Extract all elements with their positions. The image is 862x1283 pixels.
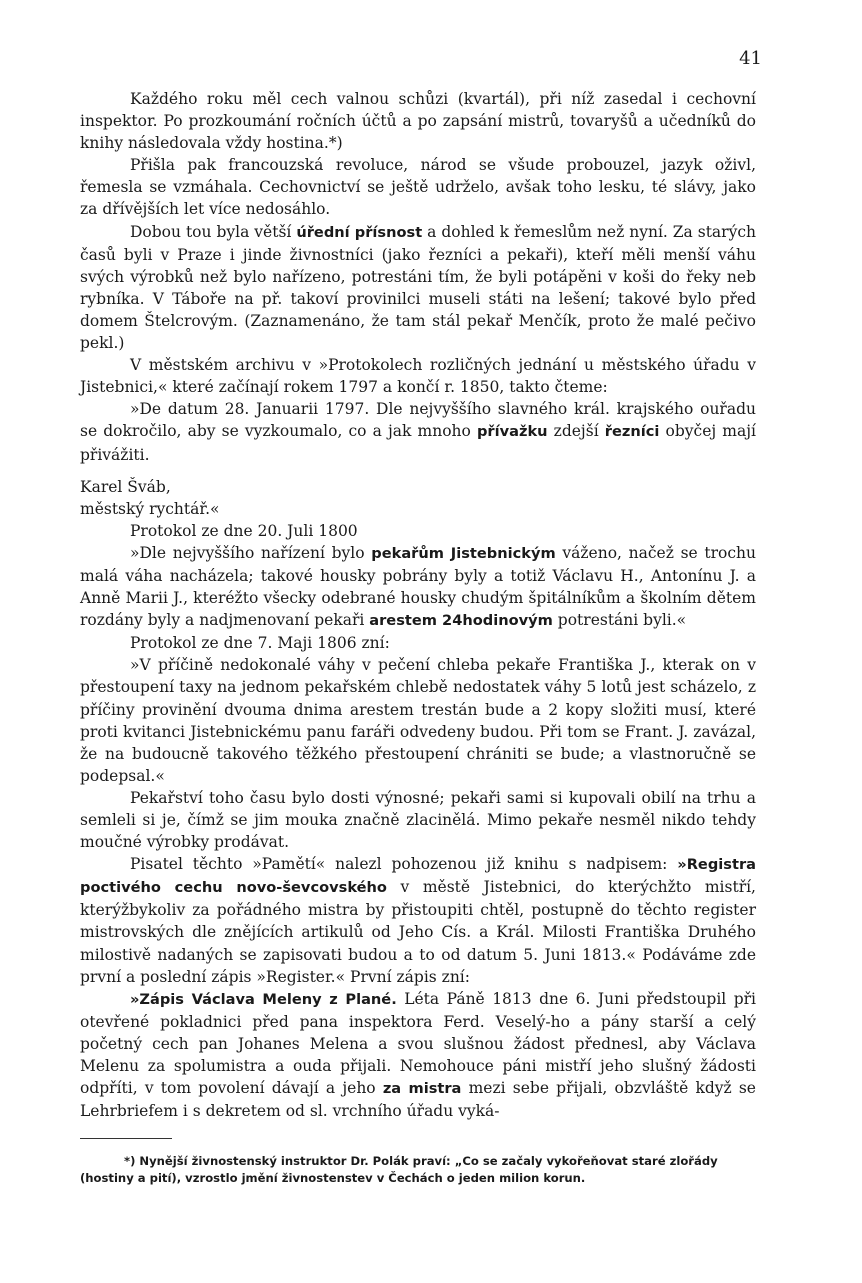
footnote-text: *) Nynější živnostenský instruktor Dr. Polák praví: „Co se začaly vykořeňovat staré zlořády (hostiny a pití), vzrostlo jmění živnostenstev v Čechách o jeden milion korun. xyxy=(80,1154,718,1185)
text-run: potrestáni byli.« xyxy=(552,611,687,630)
text-run: a dohled k řemeslům než nyní. Za starých časů byli v Praze i jinde živnostníci (jako řezníci a pekaři), kteří měli menší váhu svých výrobků než bylo nařízeno, potrestáni tím, že byli potápěni v koši do řeky neb rybníka. V Táboře na př. takoví provinilci museli státi na lešení; takové bylo před domem Štelcrovým. (Zaznamenáno, že tam stál pekař Menčík, proto že malé pečivo pekl.) xyxy=(80,222,757,353)
footnote xyxy=(80,1153,756,1187)
text-run: Pisatel těchto »Pamětí« nalezl pohozenou již knihu s nadpisem: xyxy=(130,855,678,874)
bold-phrase: »Zápis Václava Meleny z Plané. xyxy=(130,990,397,1008)
text-run: »Dle nejvyššího nařízení bylo xyxy=(130,543,372,562)
bold-phrase: přívažku xyxy=(476,423,548,441)
text-run: mezi sebe přijali, obzvláště když se Lehrbriefem i s dekretem od sl. vrchního úřadu vyká- xyxy=(80,1079,756,1121)
bold-phrase: »Registra poctivého cechu novo-ševcovského xyxy=(80,856,756,897)
paragraph-bakers: Pekařství toho času bylo dosti výnosné; pekaři sami si kupovali obilí na trhu a semleli si je, čímž se jim mouka značně zlacinělá. Mimo pekaře nesměl nikdo tehdy moučné výrobky prodávat. xyxy=(80,788,756,852)
text-run: obyčej mají přivážiti. xyxy=(80,422,756,464)
quote-1800 xyxy=(80,542,756,632)
protocol-1800-heading: Protokol ze dne 20. Juli 1800 xyxy=(130,521,358,540)
text-run: váženo, načež se trochu malá váha nacházela; takové housky pobrány byly a totiž Václavu H., Antonínu J. a Anně Marii J., kteréžto všecky odebrané housky chudým špitálníkům a školním dětem rozdány byly a nadjmenovaní pekaři xyxy=(80,543,756,630)
paragraph-registers xyxy=(80,853,756,988)
bold-phrase: řezníci xyxy=(604,423,660,441)
paragraph-cech-meetings: Každého roku měl cech valnou schůzi (kvartál), při níž zasedal i cechovní inspektor. Po prozkoumání ročních účtů a po zapsání mistrů, tovaryšů a učedníků do knihy následovala vždy hostina.*) xyxy=(80,90,756,153)
paragraph-archive: V městském archivu v »Protokolech rozličných jednání u městského úřadu v Jistebnici,« které začínají rokem 1797 a končí r. 1850, takto čteme: xyxy=(80,356,756,397)
paragraph-strictness xyxy=(80,221,756,355)
bold-phrase: pekařům Jistebnickým xyxy=(371,544,556,562)
protocol-1806-heading: Protokol ze dne 7. Maji 1806 zní: xyxy=(130,634,390,653)
bold-phrase: za mistra xyxy=(382,1080,462,1098)
entry-melena xyxy=(80,988,756,1123)
text-run: v městě Jistebnici, do kterýchžto mistří, kterýžbykoliv za pořádného mistra by přistoupiti chtěl, postupně do těchto register mistrovských dle znějících artikulů od Jeho Cís. a Král. Milosti Františka Druhého milostivě nadaných se zapisovati budou a to od datum 5. Juni 1813.« Podáváme zde první a poslední zápis »Register.« První zápis zní: xyxy=(80,878,756,986)
text-run: zdejší xyxy=(547,422,605,441)
text-run: Dobou tou byla větší xyxy=(130,222,297,241)
text-run: Léta Páně 1813 dne 6. Juni předstoupil při otevřené pokladnici před pana inspektora Ferd. Veselý-ho a pány starší a celý početný cech pan Johanes Melena a svou slušnou žádost přednesl, aby Václava Melenu za spolumistra a ouda přijali. Nemohouce páni mistří jeho slušný žádosti odpříti, v tom povolení dávají a jeho xyxy=(80,989,756,1098)
main-text xyxy=(80,88,756,1122)
page-number: 41 xyxy=(739,48,762,69)
text-run: »De datum 28. Januarii 1797. Dle nejvyššího slavného král. krajského ouřadu se dokročilo, aby se vyzkoumalo, co a jak mnoho xyxy=(80,400,756,441)
quote-1806: »V příčině nedokonalé váhy v pečení chleba pekaře Františka J., kterak on v přestoupení taxy na jednom pekařském chlebě nedostatek váhy 5 lotů jest scházelo, z příčiny provinění dvouma dnima arestem trestán bude a 2 kopy složiti musí, které proti kvitanci Jistebnickému panu faráři odvedeny budou. Při tom se Frant. J. zavázal, že na budoucně takového těžkého přestoupení chrániti se bude; a vlastnoručně se podepsal.« xyxy=(80,656,756,785)
bold-phrase: úřední přísnost xyxy=(296,223,423,241)
footnote-rule xyxy=(80,1138,172,1139)
quote-1797 xyxy=(80,398,756,465)
bold-phrase: arestem 24hodinovým xyxy=(369,612,553,630)
signature-name: Karel Šváb, xyxy=(80,477,171,496)
signature-title: městský rychtář.« xyxy=(80,499,220,518)
paragraph-revolution: Přišla pak francouzská revoluce, národ se všude probouzel, jazyk oživl, řemesla se vzmáhala. Cechovnictví se ještě udrželo, avšak toho lesku, té slávy, jako za dřívějších let více nedosáhlo. xyxy=(80,156,756,219)
